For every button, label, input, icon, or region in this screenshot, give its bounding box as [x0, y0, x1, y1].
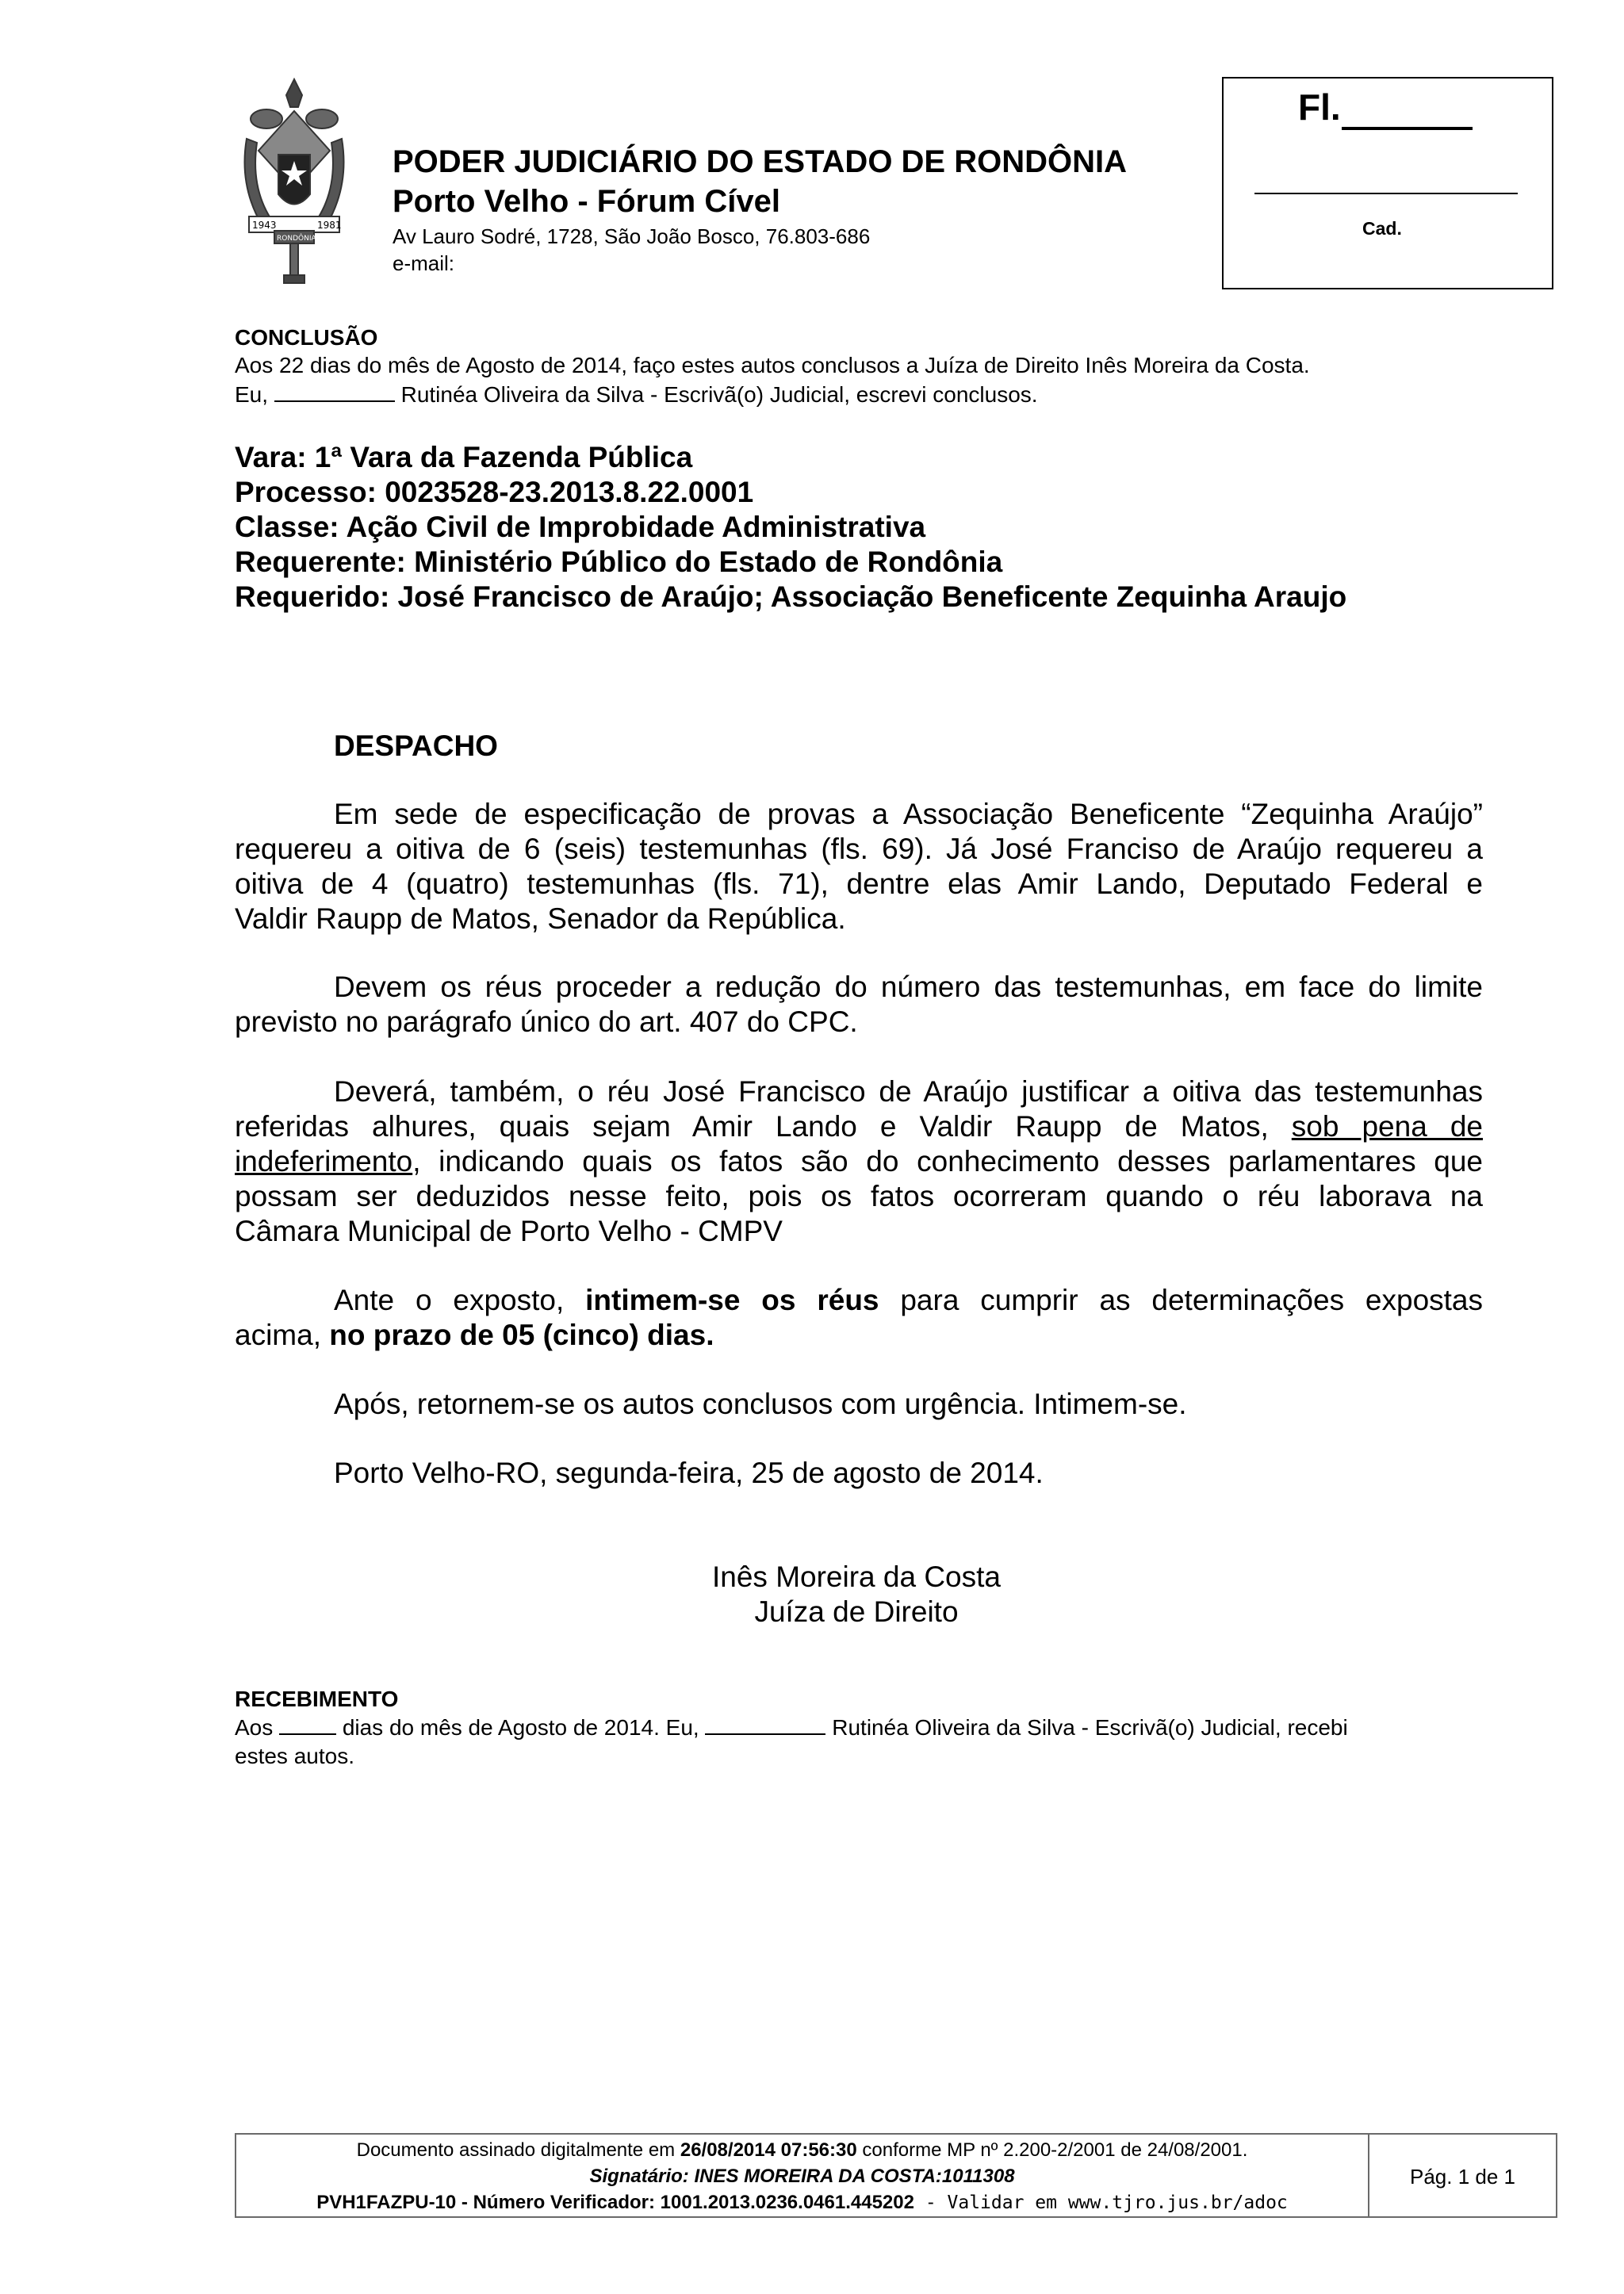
- paragraph-4: [235, 1283, 1483, 1353]
- p1-line-2: requereu a oitiva de 6 (seis) testemunhas (fls. 69). Já José Franciso de Araújo requereu a: [235, 833, 1483, 865]
- footer-mp-ref: conforme MP nº 2.200-2/2001 de 24/08/2001.: [862, 2139, 1248, 2161]
- despacho-date: Porto Velho-RO, segunda-feira, 25 de agosto de 2014.: [334, 1457, 1044, 1489]
- recebimento-line1: [235, 1715, 1348, 1741]
- p3-line-4: possam ser deduzidos nesse feito, pois os fatos ocorreram quando o réu laborava na: [235, 1180, 1483, 1212]
- p1-line-1: Em sede de especificação de provas a Associação Beneficente “Zequinha Araújo”: [334, 798, 1483, 830]
- footer-signed-datetime: 26/08/2014 07:56:30: [680, 2139, 857, 2161]
- folio-box: [1222, 77, 1553, 289]
- day-blank: [279, 1716, 336, 1735]
- signer-role: Juíza de Direito: [754, 1595, 959, 1628]
- court-subtitle: Porto Velho - Fórum Cível: [393, 184, 780, 219]
- court-email-label: e-mail:: [393, 251, 455, 275]
- p3-line-2: [235, 1109, 1483, 1144]
- case-processo: Processo: 0023528-23.2013.8.22.0001: [235, 476, 754, 508]
- conclusao-escriva: Rutinéa Oliveira da Silva - Escrivã(o) Judicial, escrevi conclusos.: [400, 382, 1038, 407]
- recebimento-aos: Aos: [235, 1715, 274, 1740]
- p2-line-2: previsto no parágrafo único do art. 407 do CPC.: [235, 1005, 858, 1038]
- paragraph-1: [235, 797, 1483, 936]
- p4-bold-e: no prazo de 05 (cinco) dias.: [329, 1319, 714, 1351]
- cad-label: Cad.: [1362, 218, 1402, 239]
- p3-line-1: Deverá, também, o réu José Francisco de Araújo justificar a oitiva das testemunhas: [334, 1075, 1483, 1108]
- folio-blank-line: [1342, 127, 1473, 130]
- signature-blank-2: [705, 1716, 825, 1735]
- conclusao-eu: Eu,: [235, 382, 269, 407]
- p3-line-5: Câmara Municipal de Porto Velho - CMPV: [235, 1215, 783, 1247]
- signature-blank: [274, 383, 395, 402]
- despacho-heading: DESPACHO: [334, 730, 498, 762]
- conclusao-line2: [235, 382, 1038, 408]
- p4-line-2: [235, 1318, 1483, 1353]
- case-requerente: Requerente: Ministério Público do Estado de Rondônia: [235, 546, 1003, 578]
- footer-verifier: PVH1FAZPU-10 - Número Verificador: 1001.2013.0236.0461.445202: [316, 2192, 914, 2213]
- p3-underlined-1: sob pena de: [1291, 1110, 1483, 1143]
- paragraph-2: [235, 970, 1483, 1040]
- footer-line-1: [236, 2139, 1368, 2162]
- case-vara: Vara: 1ª Vara da Fazenda Pública: [235, 441, 693, 473]
- recebimento-escriva: Rutinéa Oliveira da Silva - Escrivã(o) Judicial, recebi: [832, 1715, 1348, 1740]
- footer-signed-label: Documento assinado digitalmente em: [356, 2139, 676, 2161]
- case-classe: Classe: Ação Civil de Improbidade Administrativa: [235, 511, 926, 543]
- paragraph-3: [235, 1074, 1483, 1249]
- p4-text-d: acima,: [235, 1319, 321, 1351]
- recebimento-middle: dias do mês de Agosto de 2014. Eu,: [342, 1715, 699, 1740]
- p4-text-c: para cumprir as determinações expostas: [900, 1284, 1484, 1316]
- case-requerido: Requerido: José Francisco de Araújo; Associação Beneficente Zequinha Araujo: [235, 580, 1347, 613]
- court-address: Av Lauro Sodré, 1728, São João Bosco, 76.803-686: [393, 224, 871, 248]
- cad-blank-line: [1254, 193, 1518, 194]
- recebimento-heading: RECEBIMENTO: [235, 1687, 399, 1711]
- paragraph-5: Após, retornem-se os autos conclusos com urgência. Intimem-se.: [334, 1388, 1187, 1420]
- folio-label: Fl.: [1298, 86, 1341, 128]
- crest-year-right: 1981: [317, 220, 342, 231]
- footer-page-number: Pág. 1 de 1: [1410, 2165, 1515, 2189]
- footer-line-3: [236, 2192, 1368, 2214]
- p4-bold-a: intimem-se os réus: [585, 1284, 879, 1316]
- p1-line-4: Valdir Raupp de Matos, Senador da República.: [235, 902, 846, 935]
- p1-line-3: oitiva de 4 (quatro) testemunhas (fls. 71), dentre elas Amir Lando, Deputado Federal e: [235, 867, 1483, 900]
- p3-line-3-text: , indicando quais os fatos são do conhecimento desses parlamentares que: [412, 1145, 1483, 1178]
- footer-signatario: Signatário: INES MOREIRA DA COSTA:1011308: [589, 2166, 1015, 2187]
- p3-line-2-text: referidas alhures, quais sejam Amir Lando e Valdir Raupp de Matos,: [235, 1110, 1269, 1143]
- p3-line-3: [235, 1144, 1483, 1179]
- p4-line-1: [235, 1283, 1483, 1318]
- crest-banner: RONDÔNIA: [277, 235, 316, 243]
- court-title: PODER JUDICIÁRIO DO ESTADO DE RONDÔNIA: [393, 144, 1127, 179]
- signer-name: Inês Moreira da Costa: [711, 1561, 1001, 1593]
- crest-year-left: 1943: [252, 220, 277, 231]
- p2-line-1: Devem os réus proceder a redução do número das testemunhas, em face do limite: [334, 971, 1483, 1003]
- p4-text-a: Ante o exposto,: [334, 1284, 565, 1316]
- p3-underlined-2: indeferimento: [235, 1145, 413, 1178]
- coat-of-arms-logo: [235, 75, 354, 289]
- recebimento-line2: estes autos.: [235, 1744, 354, 1768]
- conclusao-heading: CONCLUSÃO: [235, 325, 378, 350]
- conclusao-line1: Aos 22 dias do mês de Agosto de 2014, faço estes autos conclusos a Juíza de Direito Inês Moreira da Costa.: [235, 353, 1310, 377]
- footer-validate-link[interactable]: - Validar em www.tjro.jus.br/adoc: [914, 2193, 1288, 2213]
